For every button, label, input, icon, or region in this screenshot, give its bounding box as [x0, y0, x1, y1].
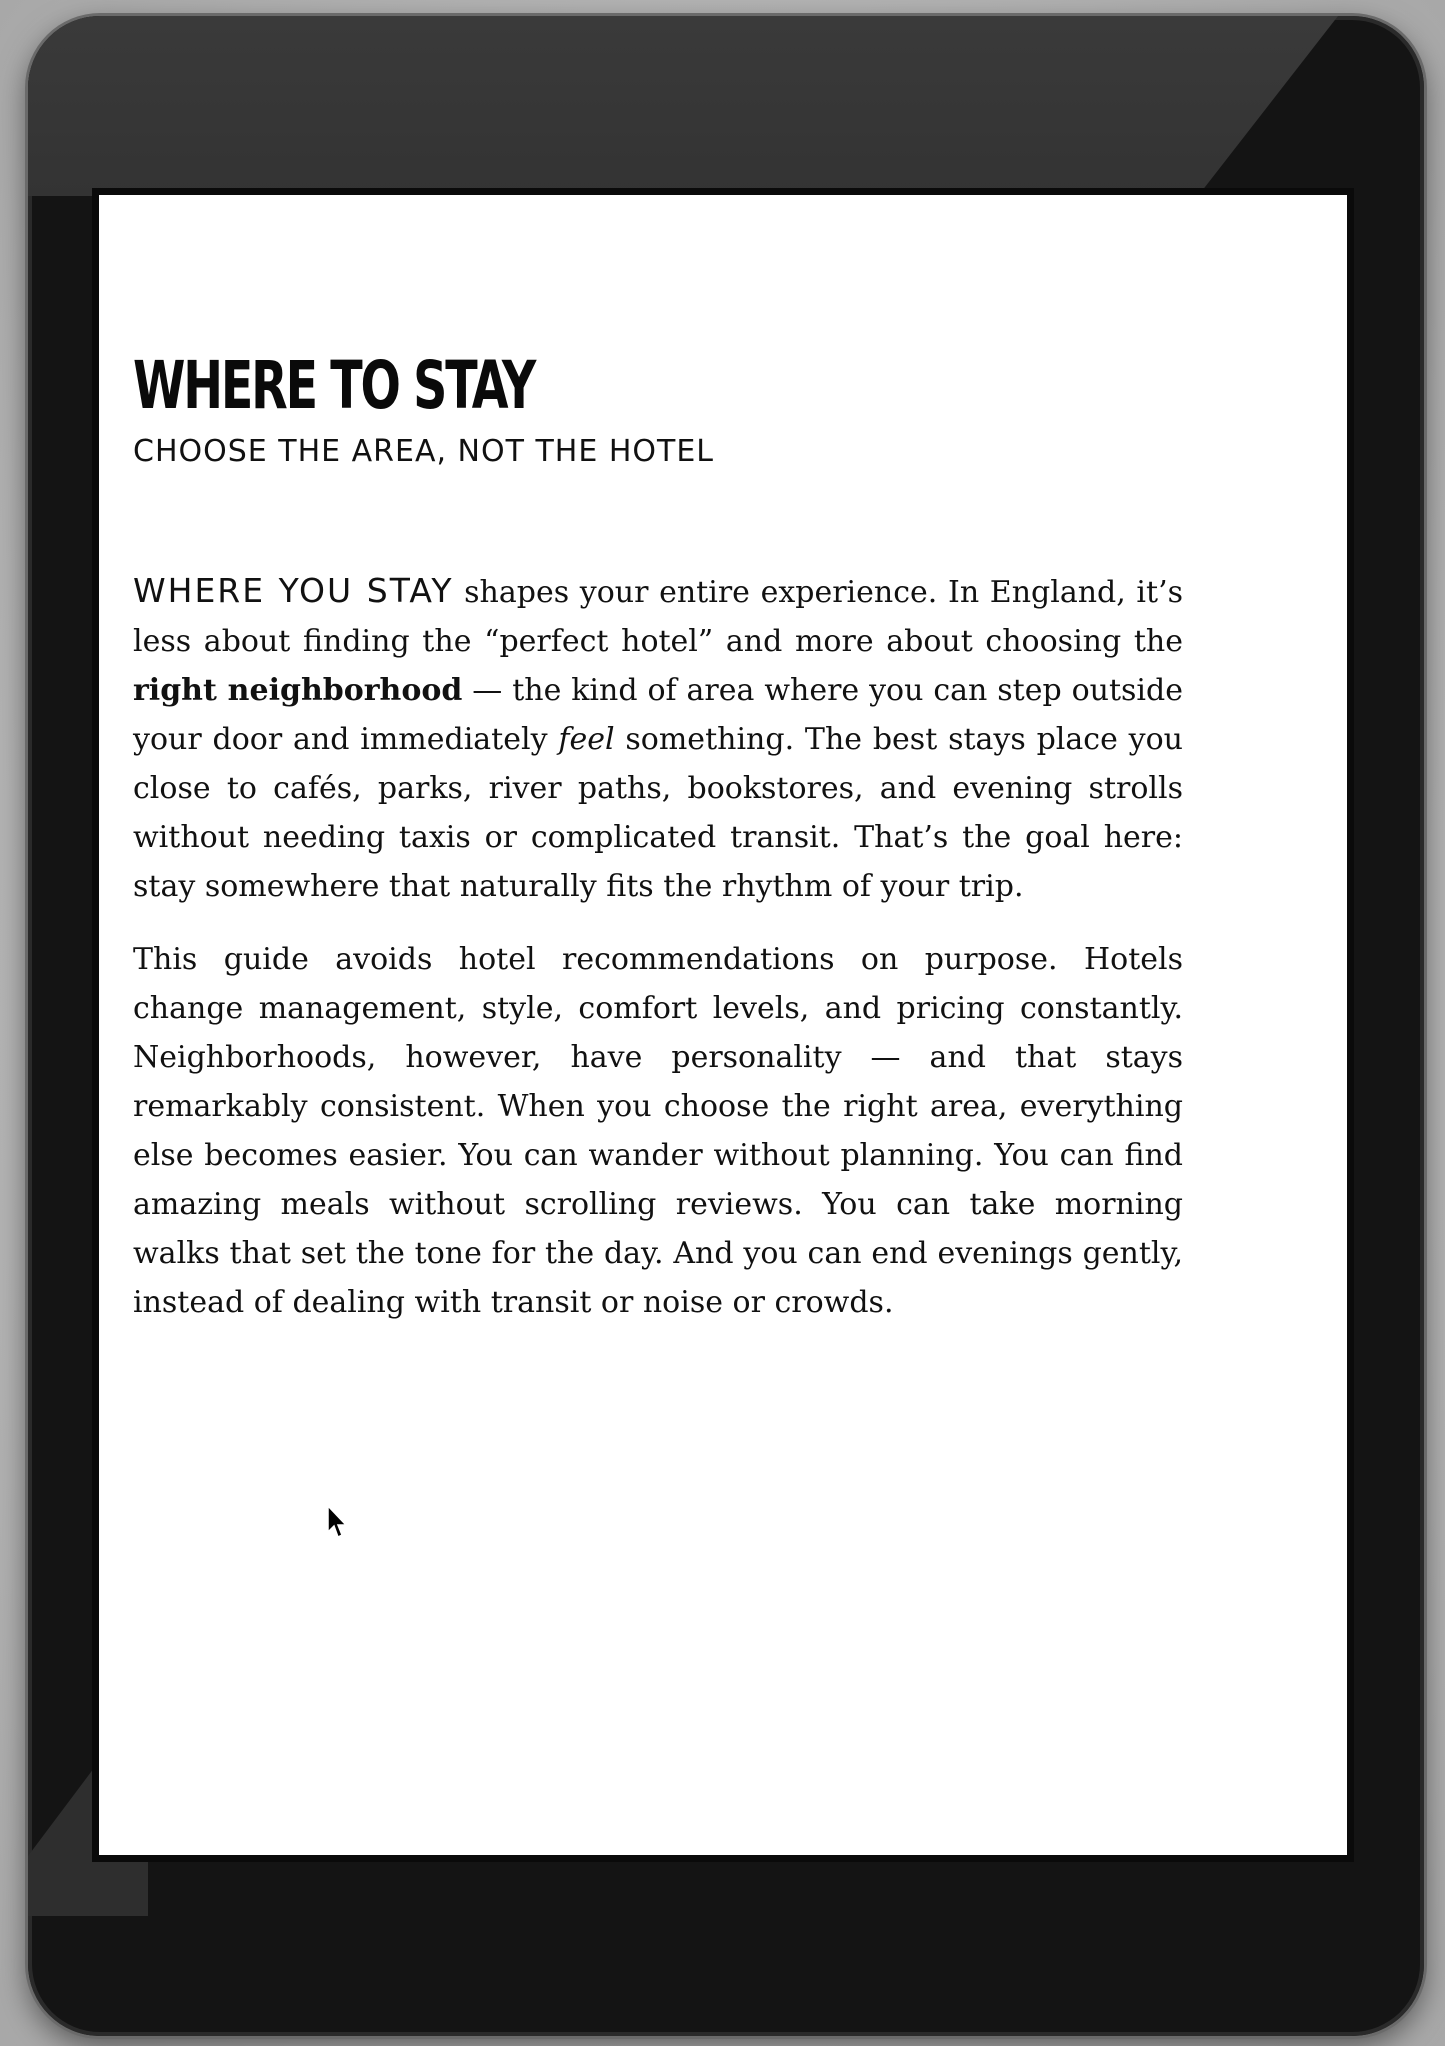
bold-phrase: right neighborhood — [133, 673, 463, 708]
paragraph-1-text-c: something. The best stays place you close to cafés, parks, river paths, bookstores, and evening strolls without needing taxis or complicated transit. That’s the goal here: stay somewhere that naturally fits the rhythm of your trip. — [133, 722, 1183, 904]
lead-in: WHERE YOU STAY — [133, 571, 454, 610]
paragraph-1-text-b: — the kind of area where you can step outside your door and immediately — [133, 673, 1183, 757]
mouse-cursor-icon — [326, 1504, 350, 1540]
chapter-subtitle: CHOOSE THE AREA, NOT THE HOTEL — [133, 434, 715, 469]
bezel-glare — [28, 16, 1424, 196]
chapter-body — [133, 566, 1183, 1327]
italic-word: feel — [558, 722, 615, 757]
paragraph-2: This guide avoids hotel recommendations on purpose. Hotels change management, style, comfort levels, and pricing constantly. Neighborhoods, however, have personality — and that stays remarkably consistent. When you choose the right area, everything else becomes easier. You can wander without planning. You can find amazing meals without scrolling reviews. You can take morning walks that set the tone for the day. And you can end evenings gently, instead of dealing with transit or noise or crowds. — [133, 942, 1183, 1320]
paragraph-1 — [133, 566, 1183, 911]
chapter-title: WHERE TO STAY — [133, 347, 535, 424]
paragraph-1-text-a: shapes your entire experience. In England, it’s less about finding the “perfect hotel” and more about choosing the — [133, 575, 1184, 659]
reader-page — [133, 347, 1184, 1351]
